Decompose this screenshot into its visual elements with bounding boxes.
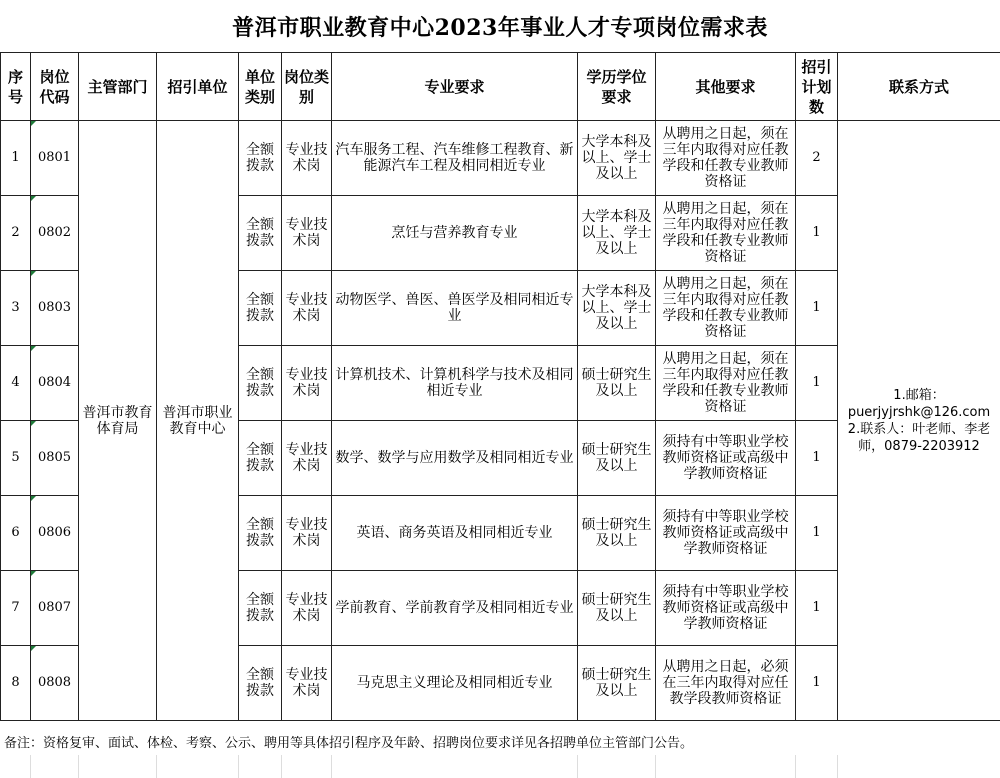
cell-unit: 普洱市职业教育中心 xyxy=(157,121,239,721)
cell-major: 动物医学、兽医、兽医学及相同相近专业 xyxy=(332,271,578,346)
cell-major: 马克思主义理论及相同相近专业 xyxy=(332,646,578,721)
cell-plan: 1 xyxy=(796,496,838,571)
cell-edu: 大学本科及以上、学士及以上 xyxy=(578,271,656,346)
cell-code: 0801 xyxy=(31,121,79,196)
contact-email: puerjyjrshk@126.com xyxy=(847,404,991,420)
cell-other: 从聘用之日起，须在三年内取得对应任教学段和任教专业教师资格证 xyxy=(656,346,796,421)
cell-edu: 硕士研究生及以上 xyxy=(578,346,656,421)
cell-seq: 3 xyxy=(1,271,31,346)
cell-plan: 1 xyxy=(796,646,838,721)
table-row xyxy=(1,121,1000,196)
header-edu: 学历学位要求 xyxy=(578,53,656,121)
cell-unit-type: 全额拨款 xyxy=(239,646,282,721)
footnote: 备注：资格复审、面试、体检、考察、公示、聘用等具体招引程序及年龄、招聘岗位要求详见各招聘单位主管部门公告。 xyxy=(4,736,694,751)
cell-plan: 2 xyxy=(796,121,838,196)
cell-code: 0808 xyxy=(31,646,79,721)
contact-person: 2.联系人：叶老师、李老师，0879-2203912 xyxy=(847,421,991,454)
header-major: 专业要求 xyxy=(332,53,578,121)
cell-post-type: 专业技术岗 xyxy=(282,571,332,646)
cell-plan: 1 xyxy=(796,346,838,421)
cell-post-type: 专业技术岗 xyxy=(282,421,332,496)
contact-email-label: 1.邮箱： xyxy=(893,387,945,403)
cell-post-type: 专业技术岗 xyxy=(282,271,332,346)
cell-plan: 1 xyxy=(796,196,838,271)
cell-post-type: 专业技术岗 xyxy=(282,196,332,271)
header-plan: 招引计划数 xyxy=(796,53,838,121)
header-unit-type: 单位类别 xyxy=(239,53,282,121)
cell-plan: 1 xyxy=(796,421,838,496)
cell-other: 须持有中等职业学校教师资格证或高级中学教师资格证 xyxy=(656,496,796,571)
header-other: 其他要求 xyxy=(656,53,796,121)
cell-post-type: 专业技术岗 xyxy=(282,496,332,571)
cell-post-type: 专业技术岗 xyxy=(282,121,332,196)
header-post-type: 岗位类别 xyxy=(282,53,332,121)
cell-post-type: 专业技术岗 xyxy=(282,646,332,721)
cell-major: 数学、数学与应用数学及相同相近专业 xyxy=(332,421,578,496)
cell-code: 0806 xyxy=(31,496,79,571)
cell-plan: 1 xyxy=(796,271,838,346)
cell-edu: 硕士研究生及以上 xyxy=(578,496,656,571)
cell-seq: 8 xyxy=(1,646,31,721)
cell-edu: 硕士研究生及以上 xyxy=(578,646,656,721)
header-unit: 招引单位 xyxy=(157,53,239,121)
header-seq: 序号 xyxy=(1,53,31,121)
cell-major: 烹饪与营养教育专业 xyxy=(332,196,578,271)
cell-plan: 1 xyxy=(796,571,838,646)
sheet-grid-lines xyxy=(0,755,1000,778)
cell-seq: 4 xyxy=(1,346,31,421)
cell-unit-type: 全额拨款 xyxy=(239,421,282,496)
cell-other: 须持有中等职业学校教师资格证或高级中学教师资格证 xyxy=(656,421,796,496)
cell-edu: 硕士研究生及以上 xyxy=(578,571,656,646)
header-dept: 主管部门 xyxy=(79,53,157,121)
cell-seq: 6 xyxy=(1,496,31,571)
cell-edu: 硕士研究生及以上 xyxy=(578,421,656,496)
header-contact: 联系方式 xyxy=(838,53,1000,121)
cell-major: 英语、商务英语及相同相近专业 xyxy=(332,496,578,571)
cell-edu: 大学本科及以上、学士及以上 xyxy=(578,121,656,196)
cell-dept: 普洱市教育体育局 xyxy=(79,121,157,721)
page-title: 普洱市职业教育中心2023年事业人才专项岗位需求表 xyxy=(232,14,768,41)
cell-code: 0803 xyxy=(31,271,79,346)
cell-unit-type: 全额拨款 xyxy=(239,346,282,421)
cell-edu: 大学本科及以上、学士及以上 xyxy=(578,196,656,271)
cell-seq: 7 xyxy=(1,571,31,646)
header-code: 岗位代码 xyxy=(31,53,79,121)
cell-major: 计算机技术、计算机科学与技术及相同相近专业 xyxy=(332,346,578,421)
cell-other: 从聘用之日起，须在三年内取得对应任教学段和任教专业教师资格证 xyxy=(656,271,796,346)
cell-other: 从聘用之日起，须在三年内取得对应任教学段和任教专业教师资格证 xyxy=(656,196,796,271)
cell-other: 从聘用之日起，须在三年内取得对应任教学段和任教专业教师资格证 xyxy=(656,121,796,196)
cell-code: 0807 xyxy=(31,571,79,646)
cell-seq: 2 xyxy=(1,196,31,271)
cell-unit-type: 全额拨款 xyxy=(239,196,282,271)
cell-post-type: 专业技术岗 xyxy=(282,346,332,421)
cell-unit-type: 全额拨款 xyxy=(239,271,282,346)
cell-seq: 5 xyxy=(1,421,31,496)
cell-code: 0804 xyxy=(31,346,79,421)
cell-other: 从聘用之日起，必须在三年内取得对应任教学段教师资格证 xyxy=(656,646,796,721)
cell-major: 汽车服务工程、汽车维修工程教育、新能源汽车工程及相同相近专业 xyxy=(332,121,578,196)
cell-unit-type: 全额拨款 xyxy=(239,121,282,196)
cell-contact xyxy=(838,121,1000,721)
cell-code: 0805 xyxy=(31,421,79,496)
cell-other: 须持有中等职业学校教师资格证或高级中学教师资格证 xyxy=(656,571,796,646)
job-table xyxy=(0,52,1000,721)
cell-seq: 1 xyxy=(1,121,31,196)
cell-major: 学前教育、学前教育学及相同相近专业 xyxy=(332,571,578,646)
cell-unit-type: 全额拨款 xyxy=(239,496,282,571)
cell-code: 0802 xyxy=(31,196,79,271)
table-header-row xyxy=(1,53,1000,121)
cell-unit-type: 全额拨款 xyxy=(239,571,282,646)
